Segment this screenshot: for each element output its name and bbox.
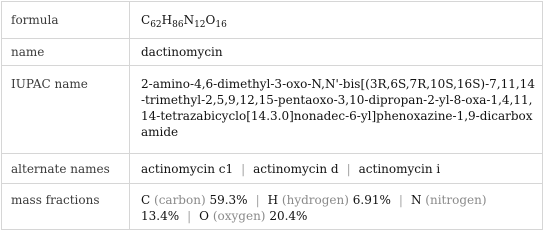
alternate-name: actinomycin i (358, 162, 441, 176)
formula-value (141, 12, 537, 28)
mass-value: 6.91% (352, 193, 391, 207)
name-row (2, 38, 542, 65)
formula-count: 86 (172, 20, 184, 30)
alternate-names-row (2, 153, 542, 183)
mass-element-name: (hydrogen) (281, 193, 349, 207)
iupac-row (2, 65, 542, 153)
formula-count: 16 (215, 20, 227, 30)
name-label: name (11, 45, 45, 59)
iupac-label: IUPAC name (11, 77, 88, 91)
formula-row (2, 2, 542, 38)
alternate-name: actinomycin d (253, 162, 339, 176)
iupac-value: 2-amino-4,6-dimethyl-3-oxo-N,N'-bis[(3R,6S,7R,10S,16S)-7,11,14-trimethyl-2,5,9,12,15-pentaoxo-3,10-dipropan-2-yl-8-oxa-1,4,11,14-tetrazabicyclo[14.3.0]nonadec-6-yl]phenoxazine-1,9-dicarboxamide (141, 77, 535, 139)
mass-value: 20.4% (269, 209, 308, 223)
separator: | (346, 162, 351, 176)
mass-element-name: (carbon) (154, 193, 206, 207)
alternate-names-value (141, 161, 537, 177)
alternate-name: actinomycin c1 (141, 162, 234, 176)
separator: | (255, 193, 260, 207)
formula-element: H (161, 13, 173, 27)
mass-element-name: (oxygen) (212, 209, 266, 223)
name-value: dactinomycin (141, 45, 223, 59)
mass-element-name: (nitrogen) (425, 193, 487, 207)
separator: | (241, 162, 246, 176)
formula-element: C (141, 13, 151, 27)
mass-symbol: H (267, 193, 279, 207)
mass-fractions-label: mass fractions (11, 193, 100, 207)
mass-fractions-value (141, 192, 537, 224)
mass-value: 59.3% (209, 193, 248, 207)
mass-value: 13.4% (141, 209, 180, 223)
alternate-names-label: alternate names (11, 162, 110, 176)
formula-count: 12 (194, 20, 206, 30)
mass-symbol: O (199, 209, 210, 223)
formula-element: O (205, 13, 216, 27)
formula-count: 62 (150, 20, 162, 30)
formula-element: N (183, 13, 195, 27)
formula-label: formula (11, 13, 59, 27)
mass-fractions-row (2, 183, 542, 229)
properties-table (1, 1, 543, 230)
mass-symbol: N (410, 193, 422, 207)
separator: | (398, 193, 403, 207)
mass-symbol: C (141, 193, 151, 207)
separator: | (187, 209, 192, 223)
